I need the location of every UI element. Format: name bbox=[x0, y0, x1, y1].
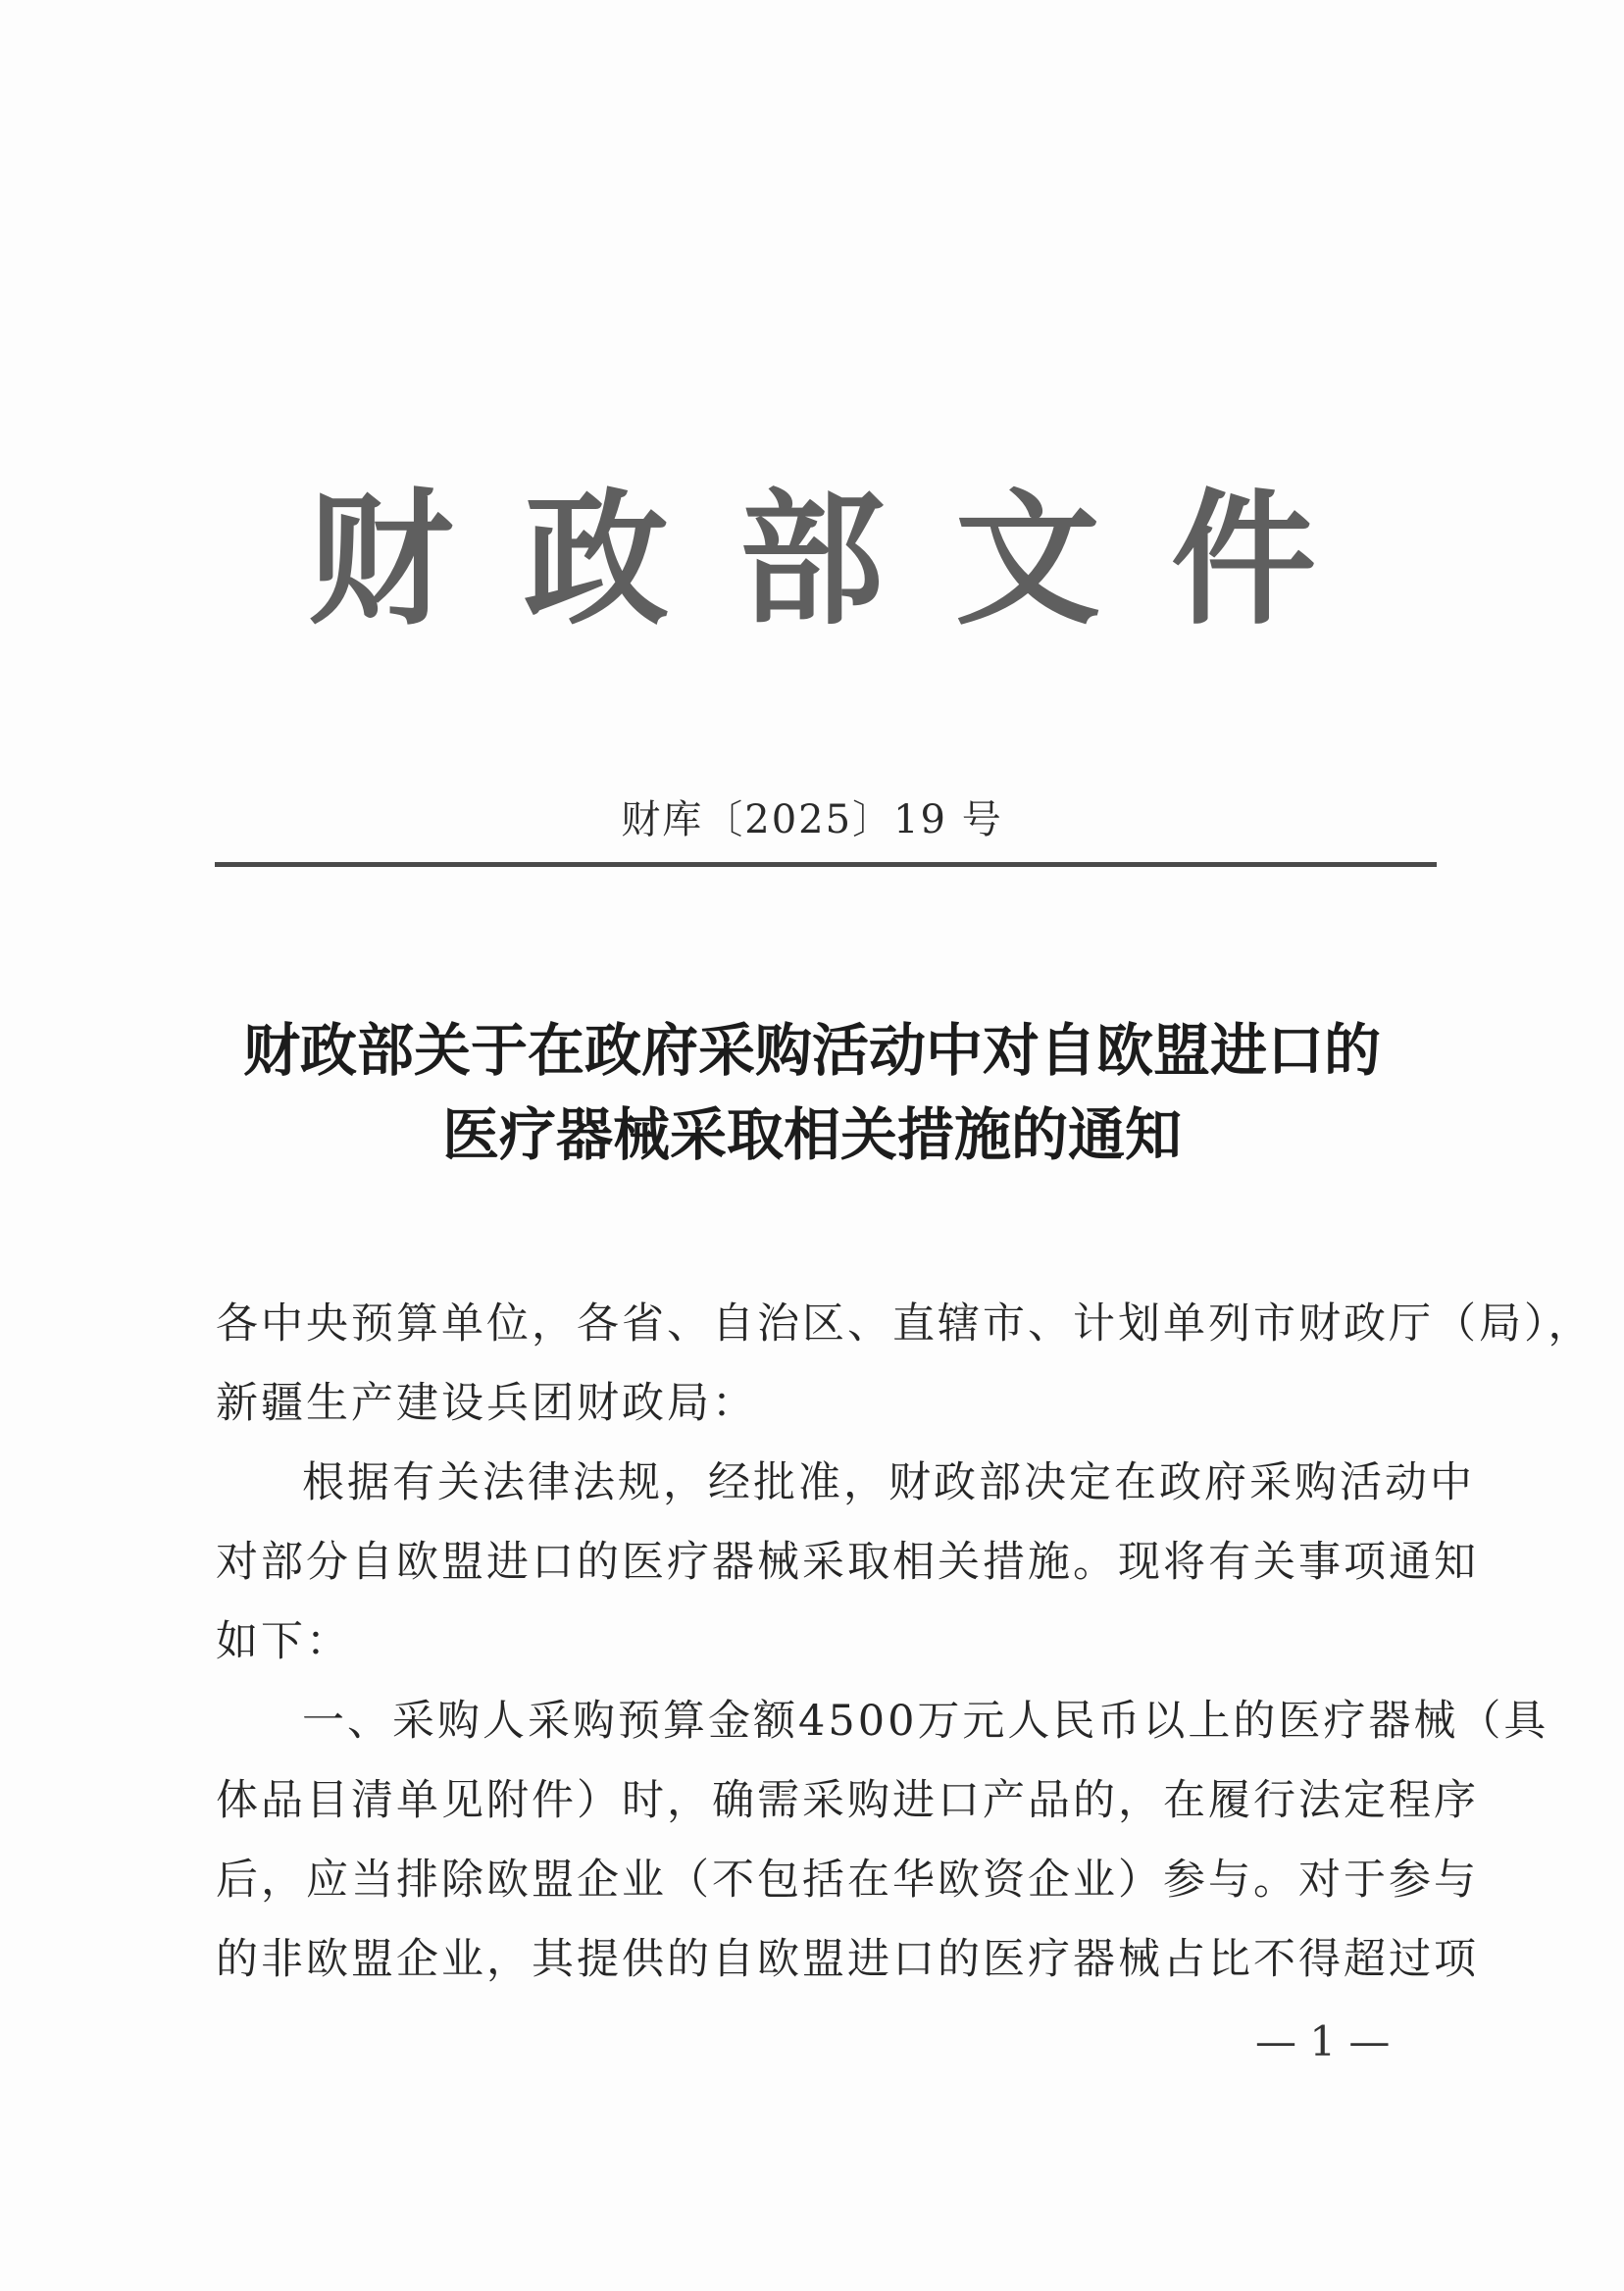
document-title bbox=[157, 1008, 1467, 1177]
page-number: — 1 — bbox=[1255, 2017, 1391, 2065]
document-number: 财库〔2025〕19 号 bbox=[621, 797, 1003, 842]
body-line: 的非欧盟企业，其提供的自欧盟进口的医疗器械占比不得超过项 bbox=[216, 1935, 1479, 1984]
body-line: 一、采购人采购预算金额4500万元人民币以上的医疗器械（具 bbox=[302, 1697, 1549, 1746]
header-divider-line bbox=[215, 862, 1437, 867]
document-header-title: 财政部文件 bbox=[308, 474, 1387, 644]
body-line: 后，应当排除欧盟企业（不包括在华欧资企业）参与。对于参与 bbox=[216, 1856, 1479, 1905]
body-line: 对部分自欧盟进口的医疗器械采取相关措施。现将有关事项通知 bbox=[216, 1538, 1479, 1587]
document-body bbox=[216, 1285, 1594, 2000]
body-line: 如下： bbox=[216, 1617, 351, 1666]
body-line: 新疆生产建设兵团财政局： bbox=[216, 1379, 757, 1428]
body-line: 根据有关法律法规，经批准，财政部决定在政府采购活动中 bbox=[302, 1458, 1475, 1507]
body-line: 各中央预算单位，各省、自治区、直辖市、计划单列市财政厅（局）， bbox=[216, 1299, 1594, 1349]
document-title-line-1: 财政部关于在政府采购活动中对自欧盟进口的 bbox=[242, 1017, 1381, 1084]
document-title-line-2: 医疗器械采取相关措施的通知 bbox=[441, 1101, 1182, 1168]
body-line: 体品目清单见附件）时，确需采购进口产品的，在履行法定程序 bbox=[216, 1776, 1479, 1825]
